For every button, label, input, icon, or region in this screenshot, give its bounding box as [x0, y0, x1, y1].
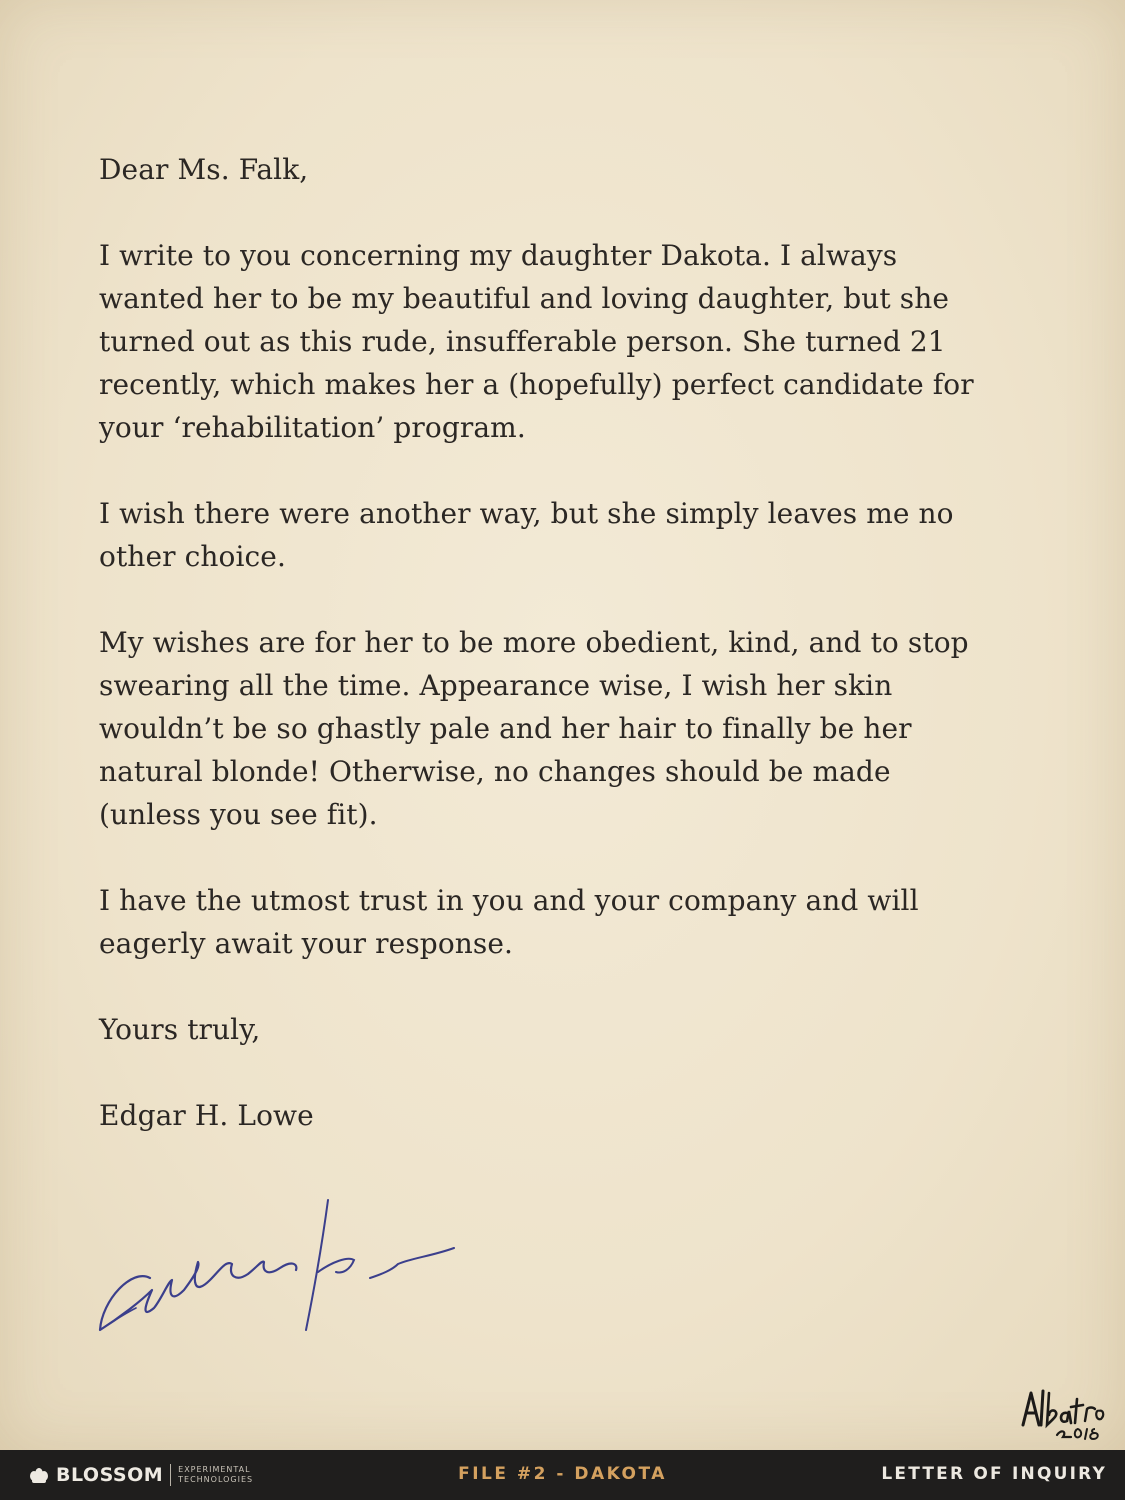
sender-name: Edgar H. Lowe	[99, 1099, 314, 1132]
handwritten-signature	[92, 1190, 472, 1350]
letter-paragraph-1: I write to you concerning my daughter Dakota. I always wanted her to be my beautiful and loving daughter, but she turned out as this rude, insufferable person. She turned 21 recently, which makes her a (hopefully) perfect candidate for your ‘rehabilitation’ program.	[99, 239, 974, 444]
letter-closing: Yours truly,	[99, 1013, 261, 1046]
file-label: FILE #2 - DAKOTA	[458, 1464, 667, 1484]
artist-signature-mark	[1017, 1385, 1107, 1445]
letter-body	[99, 148, 999, 1137]
brand-name: BLOSSOM	[56, 1464, 164, 1486]
brand-subtitle-line-2: TECHNOLOGIES	[178, 1475, 254, 1484]
footer-bar	[0, 1450, 1125, 1500]
letter-salutation: Dear Ms. Falk,	[99, 153, 309, 186]
letter-paragraph-3: My wishes are for her to be more obedient, kind, and to stop swearing all the time. Appearance wise, I wish her skin wouldn’t be so ghastly pale and her hair to finally be her natural blonde! Otherwise, no changes should be made (unless you see fit).	[99, 626, 969, 831]
letter-paragraph-2: I wish there were another way, but she simply leaves me no other choice.	[99, 497, 954, 573]
brand-subtitle-line-1: EXPERIMENTAL	[178, 1465, 251, 1474]
letter-paragraph-4: I have the utmost trust in you and your company and will eagerly await your response.	[99, 884, 919, 960]
document-type-label: LETTER OF INQUIRY	[881, 1464, 1107, 1484]
